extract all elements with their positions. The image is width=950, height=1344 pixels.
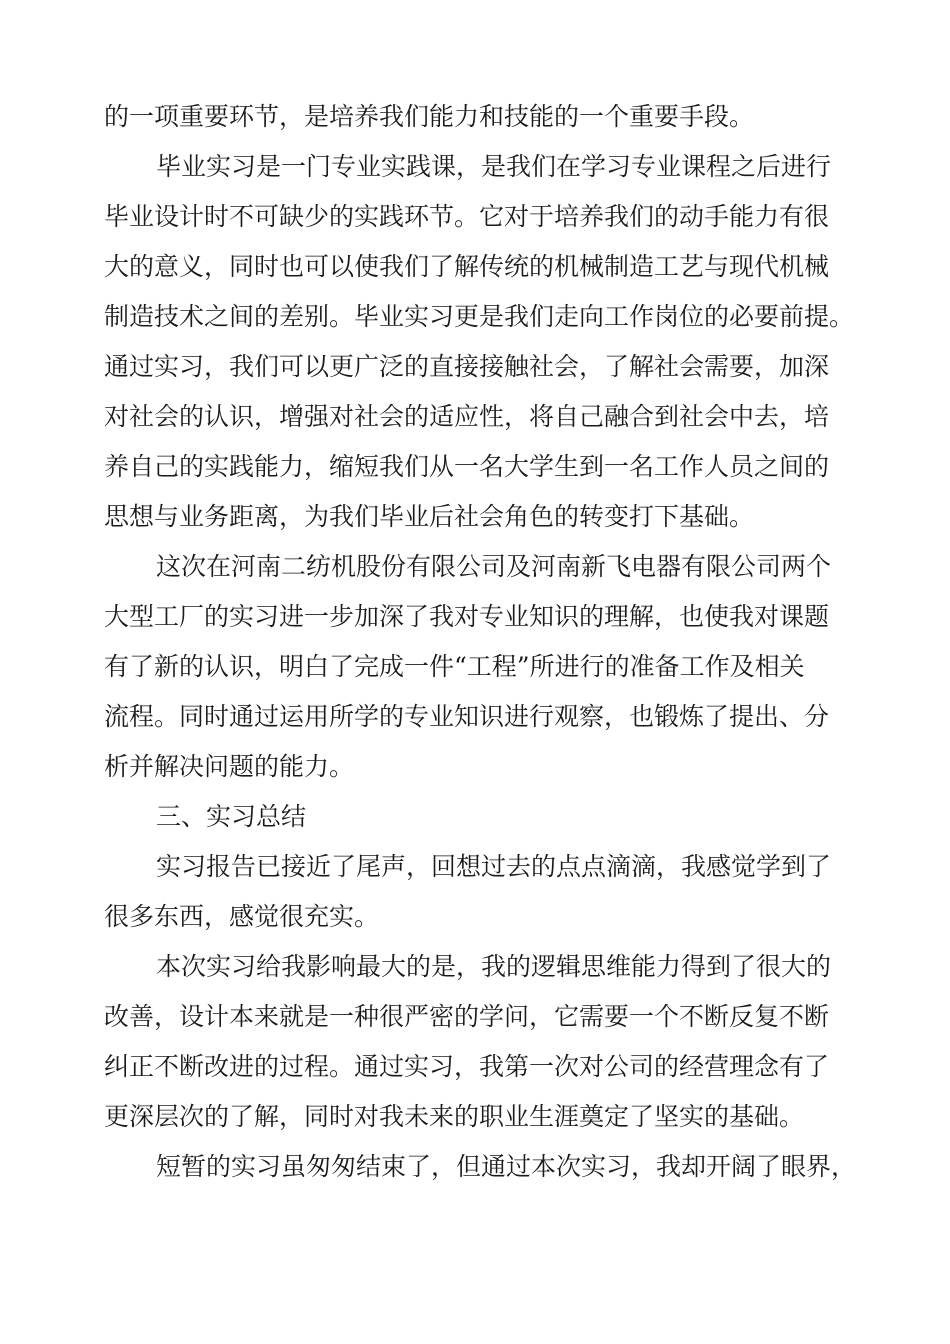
text-line: 这次在河南二纺机股份有限公司及河南新飞电器有限公司两个 bbox=[156, 552, 832, 581]
text-line: 通过实习，我们可以更广泛的直接接触社会，了解社会需要，加深 bbox=[104, 352, 830, 381]
text-line: 制造技术之间的差别。毕业实习更是我们走向工作岗位的必要前提。 bbox=[104, 302, 855, 331]
text-line: 思想与业务距离，为我们毕业后社会角色的转变打下基础。 bbox=[104, 502, 755, 531]
text-line: 有了新的认识，明白了完成一件“工程”所进行的准备工作及相关 bbox=[104, 652, 805, 681]
section-heading: 三、实习总结 bbox=[156, 802, 307, 831]
text-line: 养自己的实践能力，缩短我们从一名大学生到一名工作人员之间的 bbox=[104, 452, 830, 481]
text-line: 对社会的认识，增强对社会的适应性，将自己融合到社会中去，培 bbox=[104, 402, 830, 431]
text-line: 的一项重要环节，是培养我们能力和技能的一个重要手段。 bbox=[104, 102, 755, 131]
text-line: 析并解决问题的能力。 bbox=[104, 752, 355, 781]
text-line: 毕业实习是一门专业实践课，是我们在学习专业课程之后进行 bbox=[156, 152, 832, 181]
text-line: 大型工厂的实习进一步加深了我对专业知识的理解，也使我对课题 bbox=[104, 602, 830, 631]
text-line: 本次实习给我影响最大的是，我的逻辑思维能力得到了很大的 bbox=[156, 952, 832, 981]
text-line: 流程。同时通过运用所学的专业知识进行观察，也锻炼了提出、分 bbox=[104, 702, 830, 731]
text-line: 实习报告已接近了尾声，回想过去的点点滴滴，我感觉学到了 bbox=[156, 852, 832, 881]
text-line: 短暂的实习虽匆匆结束了，但通过本次实习，我却开阔了眼界， bbox=[156, 1152, 857, 1181]
text-line: 大的意义，同时也可以使我们了解传统的机械制造工艺与现代机械 bbox=[104, 252, 830, 281]
text-line: 更深层次的了解，同时对我未来的职业生涯奠定了坚实的基础。 bbox=[104, 1102, 805, 1131]
text-line: 改善，设计本来就是一种很严密的学问，它需要一个不断反复不断 bbox=[104, 1002, 830, 1031]
text-line: 纠正不断改进的过程。通过实习，我第一次对公司的经营理念有了 bbox=[104, 1052, 830, 1081]
text-line: 很多东西，感觉很充实。 bbox=[104, 902, 380, 931]
text-line: 毕业设计时不可缺少的实践环节。它对于培养我们的动手能力有很 bbox=[104, 202, 830, 231]
